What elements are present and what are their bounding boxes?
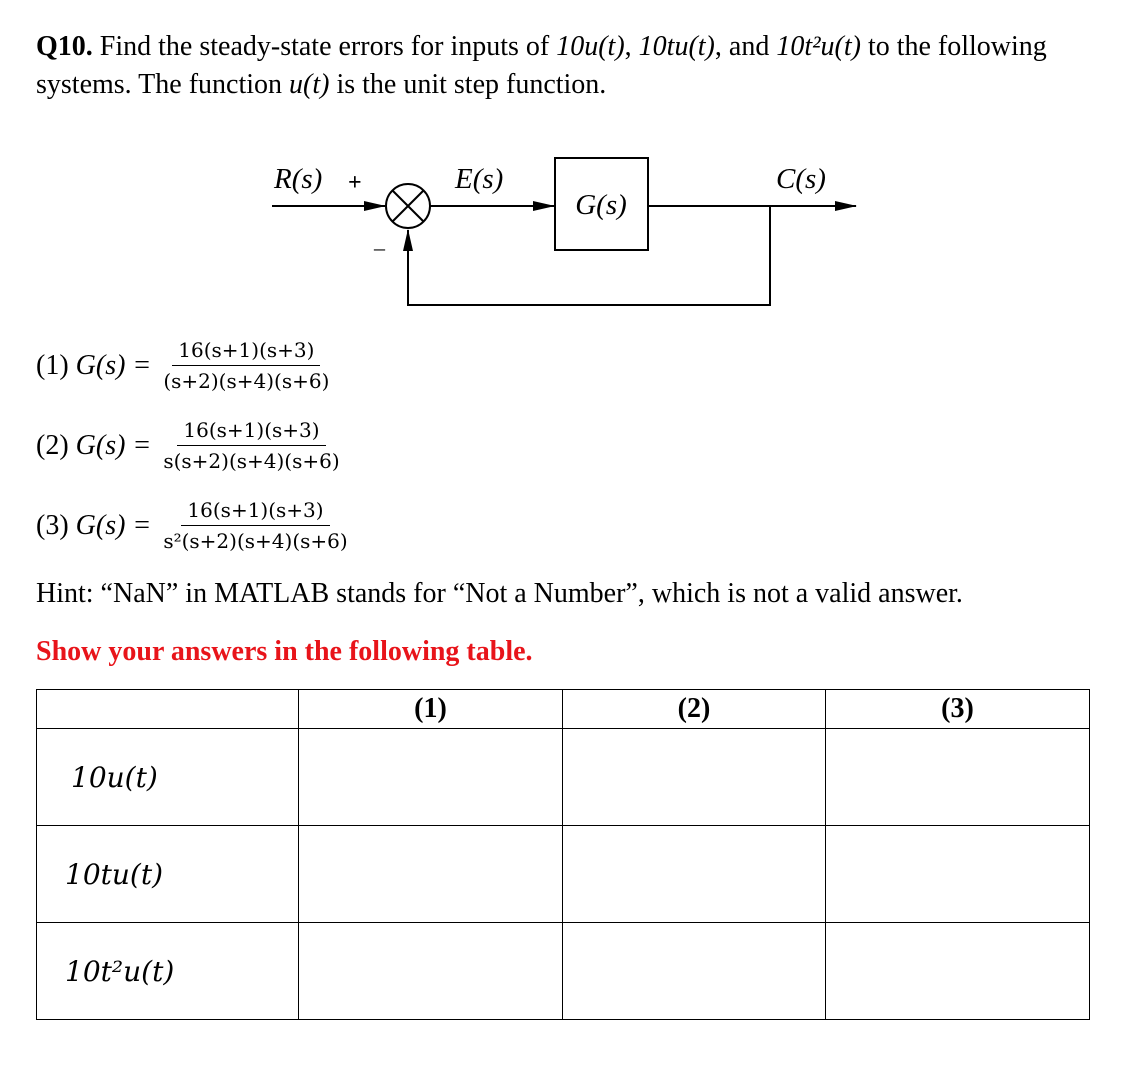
question-number: Q10. [36,31,93,62]
answer-table [36,689,1090,1020]
answer-cell[interactable] [299,729,563,826]
fraction [161,418,341,473]
numerator: 16(s+1)(s+3) [181,498,329,526]
denominator: s(s+2)(s+4)(s+6) [163,449,340,473]
denominator: (s+2)(s+4)(s+6) [163,369,330,393]
input-label: R(s) [274,163,323,195]
question-middle: to the following systems. The function [36,31,1047,100]
equation-lhs: G(s) = [75,349,152,381]
answer-cell[interactable] [563,729,826,826]
error-label: E(s) [455,163,504,195]
instruction-text: Show your answers in the following table. [36,636,533,667]
sep-2: , and [714,31,777,62]
header-system-1: (1) [299,690,563,729]
fraction [161,498,349,553]
question-text [36,28,1106,104]
numerator: 16(s+1)(s+3) [172,338,320,366]
plus-sign: + [348,170,362,196]
row-label-ramp: 10tu(t) [37,826,299,923]
question-intro: Find the steady-state errors for inputs of [99,31,557,62]
answer-cell[interactable] [826,729,1090,826]
equation-label: (2) [36,429,76,461]
denominator: s²(s+2)(s+4)(s+6) [163,529,348,553]
answer-cell[interactable] [299,923,563,1020]
input-ramp: 10tu(t) [638,31,715,62]
equation-1 [36,338,331,393]
answer-cell[interactable] [826,923,1090,1020]
question-end: is the unit step function. [329,69,607,100]
row-label-step: 10u(t) [37,729,299,826]
block-label: G(s) [575,189,627,221]
table-row [37,923,1090,1020]
answer-cell[interactable] [826,826,1090,923]
header-corner [37,690,299,729]
input-step: 10u(t) [556,31,625,62]
sep-1: , [624,31,639,62]
equation-lhs: G(s) = [75,429,152,461]
equation-label: (3) [36,509,76,541]
equation-lhs: G(s) = [75,509,152,541]
answer-cell[interactable] [563,826,826,923]
equation-2 [36,418,342,473]
table-row [37,826,1090,923]
table-header-row [37,690,1090,729]
header-system-3: (3) [826,690,1090,729]
input-parabola: 10t²u(t) [776,31,861,62]
row-label-parabola: 10t²u(t) [37,923,299,1020]
header-system-2: (2) [563,690,826,729]
minus-sign: – [374,235,385,260]
output-label: C(s) [776,163,826,195]
equation-label: (1) [36,349,76,381]
answer-cell[interactable] [299,826,563,923]
block-diagram [0,150,1128,320]
numerator: 16(s+1)(s+3) [177,418,325,446]
hint-text: Hint: “NaN” in MATLAB stands for “Not a Number”, which is not a valid answer. [36,578,963,609]
answer-cell[interactable] [563,923,826,1020]
fraction [161,338,331,393]
table-row [37,729,1090,826]
summing-junction [386,184,430,228]
equation-3 [36,498,350,553]
unit-step-func: u(t) [289,69,330,100]
